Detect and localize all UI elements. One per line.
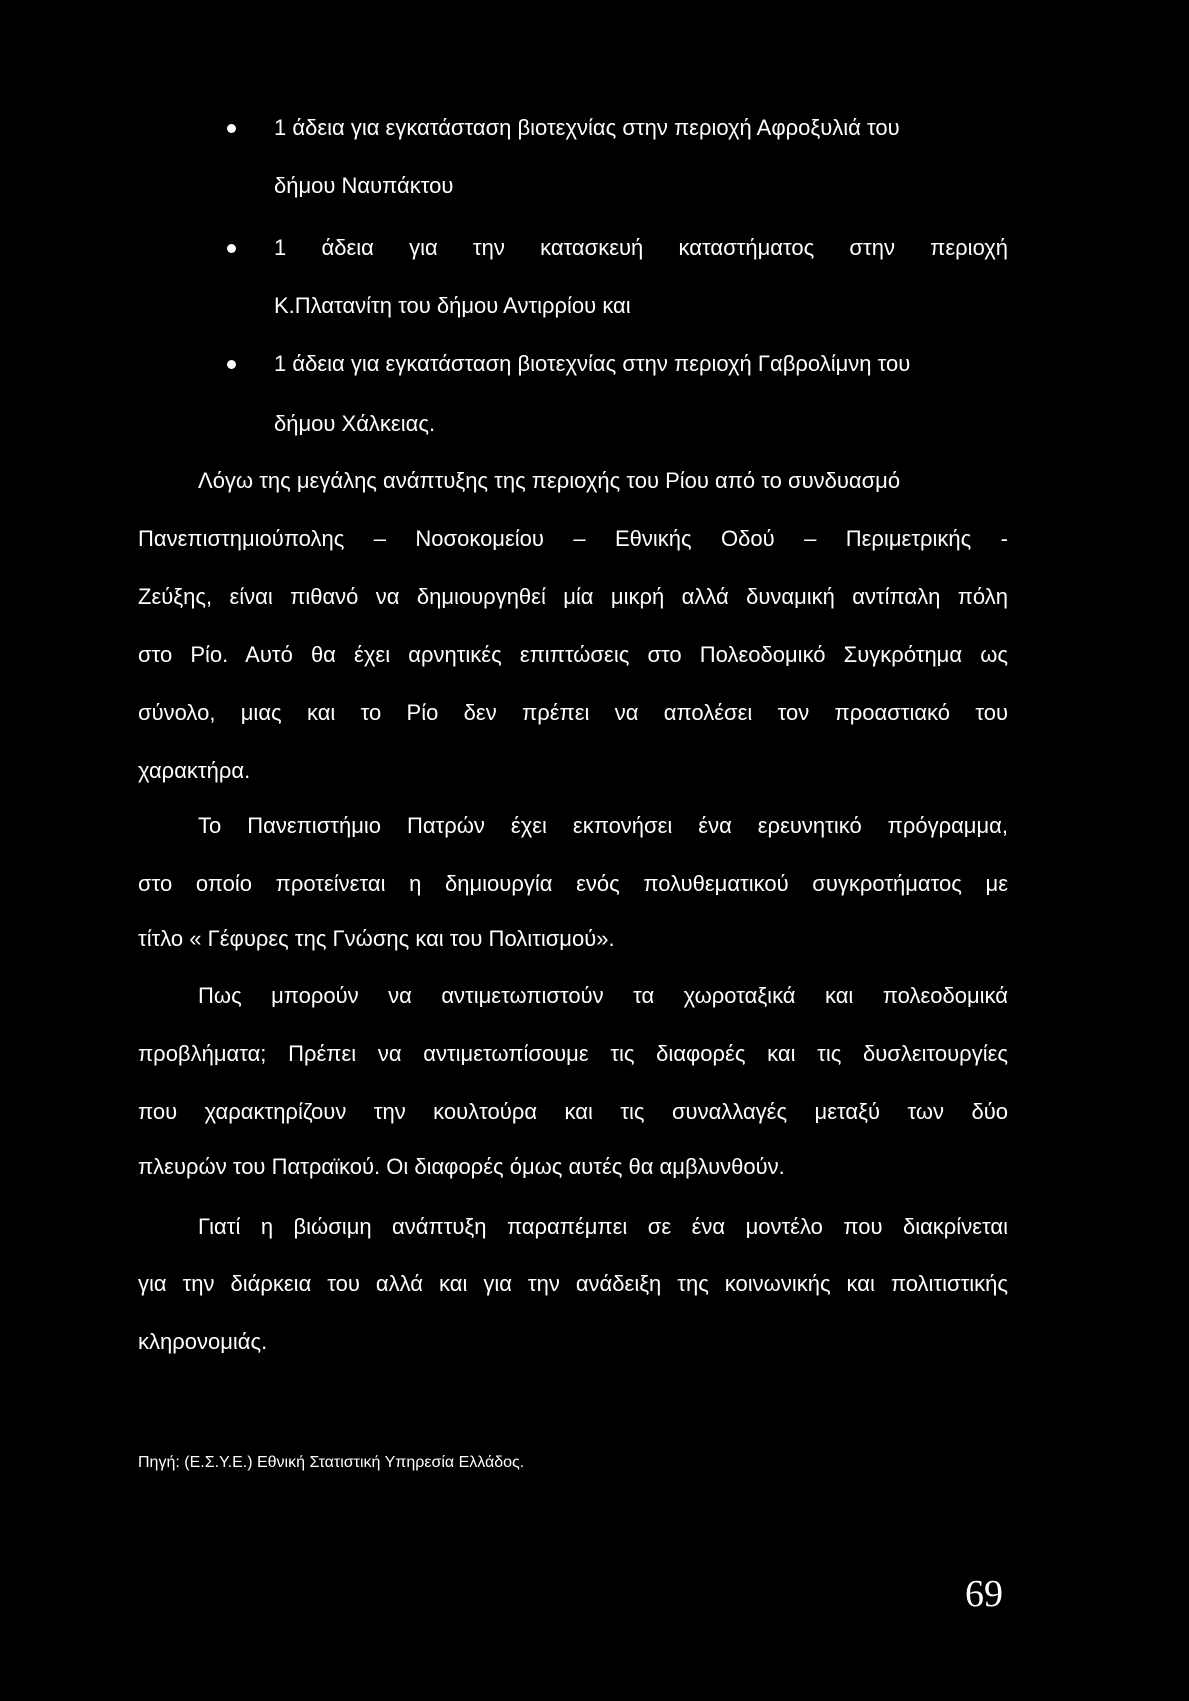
bullet-line: Κ.Πλατανίτη του δήμου Αντιρρίου και	[274, 293, 631, 318]
source-note: Πηγή: (Ε.Σ.Υ.Ε.) Εθνική Στατιστική Υπηρεσία Ελλάδος.	[138, 1454, 525, 1471]
bullet-line: 1 άδεια για εγκατάσταση βιοτεχνίας στην περιοχή Γαβρολίμνη του	[274, 351, 911, 376]
bullet-line: δήμου Χάλκειας.	[274, 411, 436, 436]
paragraph-line: στο οποίο προτείνεται η δημιουργία ενός πολυθεματικού συγκροτήματος με	[138, 871, 1008, 896]
paragraph-line: προβλήματα; Πρέπει να αντιμετωπίσουμε τις διαφορές και τις δυσλειτουργίες	[138, 1041, 1008, 1066]
paragraph-line: χαρακτήρα.	[138, 758, 251, 783]
bullet-line: δήμου Ναυπάκτου	[274, 173, 454, 198]
paragraph-line: Λόγω της μεγάλης ανάπτυξης της περιοχής του Ρίου από το συνδυασμό	[198, 468, 901, 493]
paragraph-line: Το Πανεπιστήμιο Πατρών έχει εκπονήσει ένα ερευνητικό πρόγραμμα,	[198, 813, 1008, 838]
bullet-dot-icon	[227, 244, 236, 253]
bullet-line: 1 άδεια για την κατασκευή καταστήματος στην περιοχή	[274, 235, 1008, 260]
paragraph-line: Πως μπορούν να αντιμετωπιστούν τα χωροταξικά και πολεοδομικά	[198, 983, 1008, 1008]
paragraph-line: Ζεύξης, είναι πιθανό να δημιουργηθεί μία μικρή αλλά δυναμική αντίπαλη πόλη	[138, 584, 1008, 609]
paragraph-line: κληρονομιάς.	[138, 1329, 268, 1354]
paragraph-line: που χαρακτηρίζουν την κουλτούρα και τις συναλλαγές μεταξύ των δύο	[138, 1099, 1008, 1124]
paragraph-line: τίτλο « Γέφυρες της Γνώσης και του Πολιτισμού».	[138, 926, 615, 951]
paragraph-line: στο Ρίο. Αυτό θα έχει αρνητικές επιπτώσεις στο Πολεοδομικό Συγκρότημα ως	[138, 642, 1008, 667]
paragraph-line: για την διάρκεια του αλλά και για την ανάδειξη της κοινωνικής και πολιτιστικής	[138, 1271, 1008, 1296]
paragraph-line: Πανεπιστημιούπολης – Νοσοκομείου – Εθνικής Οδού – Περιμετρικής -	[138, 526, 1008, 551]
bullet-line: 1 άδεια για εγκατάσταση βιοτεχνίας στην περιοχή Αφροξυλιά του	[274, 115, 900, 140]
paragraph-line: Γιατί η βιώσιμη ανάπτυξη παραπέμπει σε ένα μοντέλο που διακρίνεται	[198, 1214, 1008, 1239]
bullet-dot-icon	[227, 360, 236, 369]
bullet-dot-icon	[227, 124, 236, 133]
paragraph-line: πλευρών του Πατραϊκού. Οι διαφορές όμως αυτές θα αμβλυνθούν.	[138, 1154, 785, 1179]
paragraph-line: σύνολο, μιας και το Ρίο δεν πρέπει να απολέσει τον προαστιακό του	[138, 700, 1008, 725]
page-number: 69	[965, 1573, 1003, 1615]
